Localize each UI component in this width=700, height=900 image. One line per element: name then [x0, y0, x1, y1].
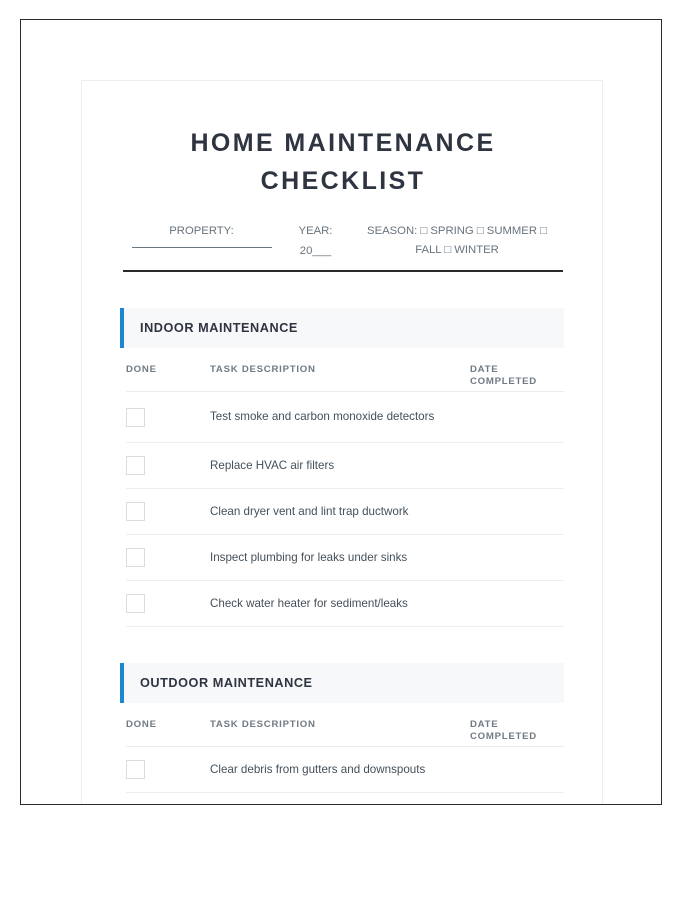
table-row: [126, 443, 564, 489]
document-meta-row: [82, 200, 603, 261]
column-header-done: DONE: [126, 364, 157, 376]
task-done-cell: [126, 594, 210, 613]
section-header-outdoor: [120, 663, 564, 703]
year-field-group: [285, 222, 347, 261]
page-title: HOME MAINTENANCE CHECKLIST: [190, 129, 496, 195]
page-card: [81, 80, 603, 805]
section-header-indoor: [120, 308, 564, 348]
task-checkbox[interactable]: [126, 548, 145, 567]
column-header-date-line2: COMPLETED: [470, 731, 537, 743]
column-header-date-completed: [470, 364, 560, 388]
header-divider-rule: [123, 270, 563, 272]
column-header-date-line2: COMPLETED: [470, 376, 537, 388]
property-field-group: [127, 222, 277, 248]
task-checkbox[interactable]: [126, 594, 145, 613]
table-header-row-indoor: [126, 348, 564, 392]
task-table-indoor: [126, 348, 564, 627]
task-done-cell: [126, 408, 210, 427]
property-input-line[interactable]: [132, 247, 272, 248]
year-label: YEAR:: [298, 225, 333, 237]
task-checkbox[interactable]: [126, 760, 145, 779]
section-title-outdoor: OUTDOOR MAINTENANCE: [140, 676, 313, 691]
year-input-value[interactable]: 20___: [299, 245, 332, 257]
table-row: [126, 489, 564, 535]
section-accent-bar-icon: [120, 308, 124, 348]
document-frame: [20, 19, 662, 805]
column-header-date-line1: DATE: [470, 364, 499, 376]
task-checkbox[interactable]: [126, 408, 145, 427]
task-description-cell: Test smoke and carbon monoxide detectors: [210, 410, 435, 424]
task-done-cell: [126, 760, 210, 779]
season-options-line-2[interactable]: FALL □ WINTER: [415, 244, 499, 256]
task-description-cell: Clean dryer vent and lint trap ductwork: [210, 504, 409, 518]
section-accent-bar-icon: [120, 663, 124, 703]
table-row: [126, 392, 564, 443]
task-checkbox[interactable]: [126, 456, 145, 475]
table-header-row-outdoor: [126, 703, 564, 747]
task-table-outdoor: [126, 703, 564, 793]
task-description-cell: Check water heater for sediment/leaks: [210, 596, 408, 610]
table-row: [126, 747, 564, 793]
column-header-task-description: TASK DESCRIPTION: [210, 364, 316, 376]
section-title-indoor: INDOOR MAINTENANCE: [140, 321, 298, 336]
column-header-done: DONE: [126, 719, 157, 731]
task-done-cell: [126, 502, 210, 521]
column-header-task-description: TASK DESCRIPTION: [210, 719, 316, 731]
column-header-date-line1: DATE: [470, 719, 499, 731]
column-header-date-completed: [470, 719, 560, 743]
table-row: [126, 535, 564, 581]
section-outdoor-maintenance: [82, 663, 603, 793]
task-done-cell: [126, 548, 210, 567]
task-description-cell: Inspect plumbing for leaks under sinks: [210, 550, 408, 564]
section-indoor-maintenance: [82, 308, 603, 627]
task-description-cell: Replace HVAC air filters: [210, 458, 335, 472]
season-field-group: [355, 222, 560, 260]
task-checkbox[interactable]: [126, 502, 145, 521]
table-row: [126, 581, 564, 627]
task-description-cell: Clear debris from gutters and downspouts: [210, 762, 426, 776]
property-label: PROPERTY:: [169, 225, 234, 237]
page-content: [82, 81, 603, 793]
season-options-line-1[interactable]: SEASON: □ SPRING □ SUMMER □: [367, 225, 547, 237]
task-done-cell: [126, 456, 210, 475]
